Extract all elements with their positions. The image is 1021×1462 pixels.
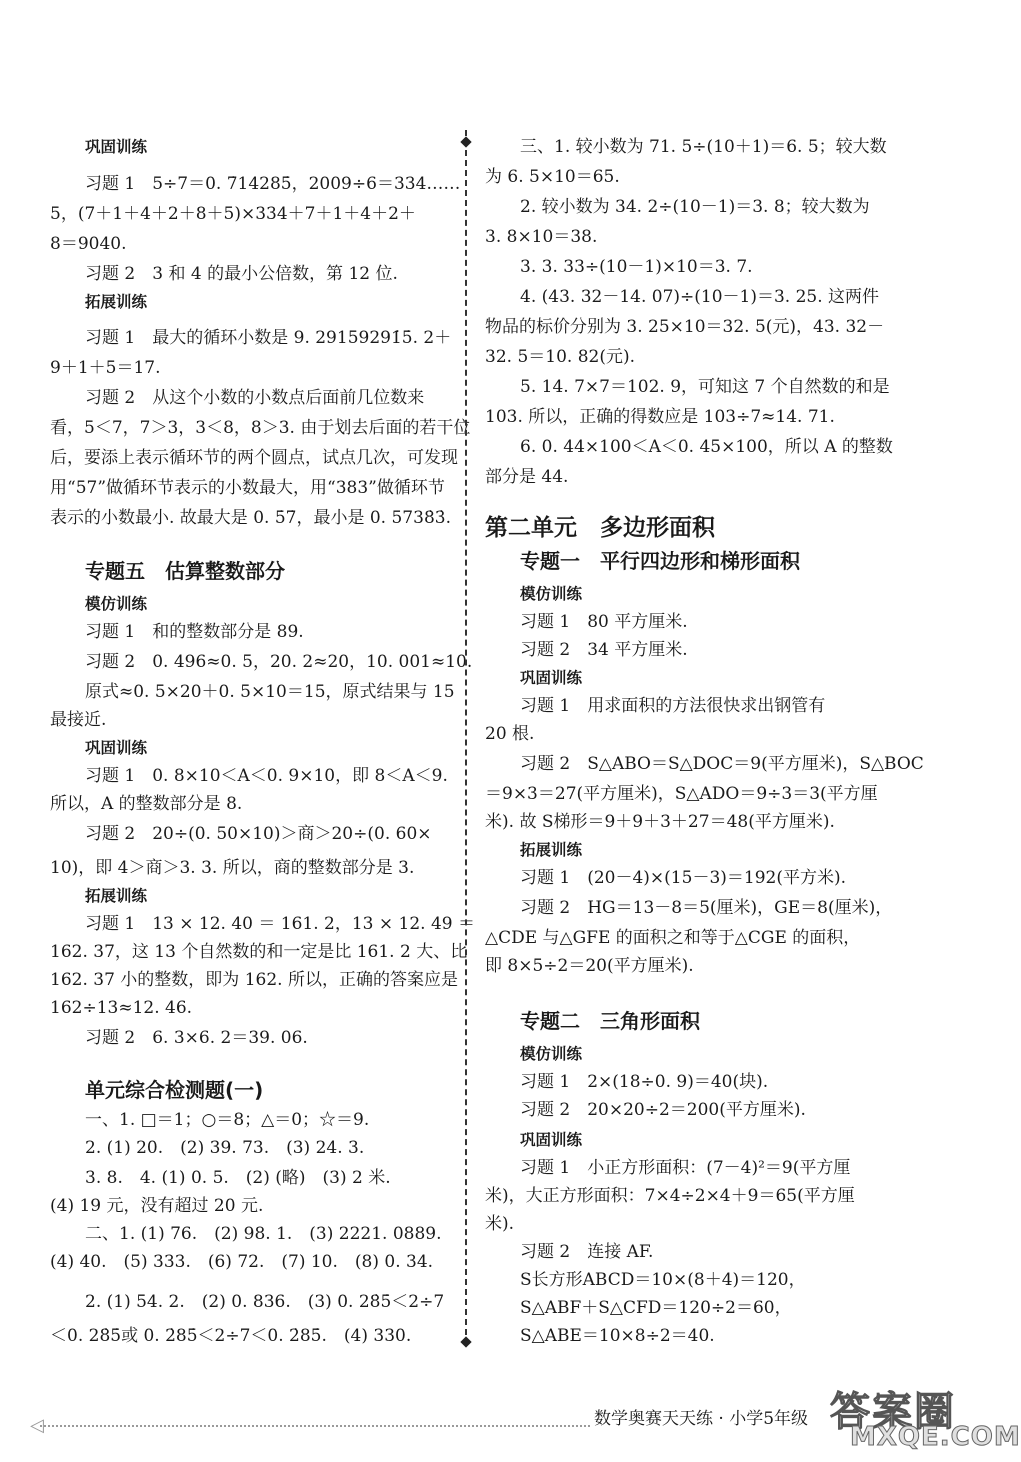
- text-line: 习题 1 80 平方厘米.: [520, 612, 688, 632]
- text-line: S长方形ABCD＝10×(8＋4)＝120，: [520, 1270, 806, 1290]
- text-line: 3. 8×10＝38.: [485, 227, 598, 247]
- section-heading: 模仿训练: [520, 1045, 583, 1063]
- text-line: 米)，大正方形面积：7×4÷2×4＋9＝65(平方厘: [485, 1186, 855, 1206]
- text-line: 习题 1 (20－4)×(15－3)＝192(平方米).: [520, 868, 847, 888]
- topic-heading: 专题一 平行四边形和梯形面积: [520, 549, 800, 573]
- topic-heading: 专题二 三角形面积: [520, 1009, 700, 1033]
- text-line: 6. 0. 44×100＜A＜0. 45×100，所以 A 的整数: [520, 437, 893, 457]
- text-line: 习题 1 和的整数部分是 89.: [85, 622, 304, 642]
- topic-heading: 专题五 估算整数部分: [85, 559, 285, 583]
- text-line: 习题 2 20÷(0. 50×10)＞商＞20÷(0. 60×: [85, 824, 432, 844]
- text-line: 习题 2 34 平方厘米.: [520, 640, 688, 660]
- text-line: 物品的标价分别为 3. 25×10＝32. 5(元)，43. 32－: [485, 317, 885, 337]
- topic-heading: 单元综合检测题(一): [85, 1078, 264, 1102]
- text-line: 习题 2 0. 496≈0. 5，20. 2≈20，10. 001≈10.: [85, 652, 473, 672]
- text-line: 后，要添上表示循环节的两个圆点，试点几次，可发现: [50, 448, 458, 468]
- section-heading: 拓展训练: [520, 841, 583, 859]
- text-line: 习题 1 5÷7＝0. 7̇14285̇，2009÷6＝334……: [85, 174, 461, 194]
- watermark-top-text: 答案圈: [830, 1389, 956, 1435]
- text-line: 10)，即 4＞商＞3. 3. 所以，商的整数部分是 3.: [50, 858, 415, 878]
- text-line: 习题 1 小正方形面积：(7－4)²＝9(平方厘: [520, 1158, 851, 1178]
- page-footer: 数学奥赛天天练 · 小学5年级: [594, 1409, 809, 1429]
- text-line: 2. 较小数为 34. 2÷(10－1)＝3. 8；较大数为: [520, 197, 870, 217]
- text-line: 4. (43. 32－14. 07)÷(10－1)＝3. 25. 这两件: [520, 287, 880, 307]
- text-line: 5. 14. 7×7＝102. 9，可知这 7 个自然数的和是: [520, 377, 890, 397]
- text-line: 部分是 44.: [485, 467, 569, 487]
- text-line: 习题 2 连接 AF.: [520, 1242, 654, 1262]
- text-line: 一、1. □＝1；○＝8；△＝0；☆＝9.: [85, 1110, 370, 1130]
- watermark-logo: [830, 1380, 1021, 1455]
- text-line: 最接近.: [50, 710, 107, 730]
- separator-diamond: [460, 1336, 471, 1347]
- bottom-arrow-icon: ◁: [30, 1415, 44, 1436]
- text-line: 3. 8. 4. (1) 0. 5. (2) (略) (3) 2 米.: [85, 1168, 391, 1188]
- section-heading: 模仿训练: [85, 595, 148, 613]
- text-line: 米). 故 S梯形＝9＋9＋3＋27＝48(平方厘米).: [485, 812, 835, 832]
- text-line: 5，(7＋1＋4＋2＋8＋5)×334＋7＋1＋4＋2＋: [50, 204, 416, 224]
- bottom-dotted-rule: [40, 1425, 590, 1427]
- text-line: 看，5＜7，7＞3，3＜8，8＞3. 由于划去后面的若干位: [50, 418, 471, 438]
- text-line: 32. 5＝10. 82(元).: [485, 347, 635, 367]
- text-line: S△ABF＋S△CFD＝120÷2＝60，: [520, 1298, 792, 1318]
- section-heading: 巩固训练: [520, 669, 583, 687]
- text-line: 20 根.: [485, 724, 535, 744]
- text-line: (4) 19 元，没有超过 20 元.: [50, 1196, 264, 1216]
- text-line: 2. (1) 54. 2. (2) 0. 836. (3) 0. 28̇5̇＜2÷7: [85, 1292, 445, 1312]
- text-line: 所以，A 的整数部分是 8.: [50, 794, 243, 814]
- section-heading: 拓展训练: [85, 887, 148, 905]
- text-line: 习题 1 最大的循环小数是 9. 29159291̇5̇. 2＋: [85, 328, 452, 348]
- text-line: 为 6. 5×10＝65.: [485, 167, 620, 187]
- text-line: 习题 2 3 和 4 的最小公倍数，第 12 位.: [85, 264, 398, 284]
- text-line: 162. 37 小的整数，即为 162. 所以，正确的答案应是: [50, 970, 458, 990]
- text-line: ＝9×3＝27(平方厘米)，S△ADO＝9÷3＝3(平方厘: [485, 784, 878, 804]
- text-line: 习题 1 13 × 12. 40 ＝ 161. 2，13 × 12. 49 ＝: [85, 914, 476, 934]
- text-line: 原式≈0. 5×20＋0. 5×10＝15，原式结果与 15: [85, 682, 455, 702]
- text-line: S△ABE＝10×8÷2＝40.: [520, 1326, 715, 1346]
- text-line: 9＋1＋5＝17.: [50, 358, 161, 378]
- text-line: 三、1. 较小数为 71. 5÷(10＋1)＝6. 5；较大数: [520, 137, 887, 157]
- text-line: 表示的小数最小. 故最大是 0. 5̇7̇，最小是 0. 5738̇3̇.: [50, 508, 451, 528]
- separator-diamond: [460, 136, 471, 147]
- text-line: 103. 所以，正确的得数应是 103÷7≈14. 71.: [485, 407, 835, 427]
- text-line: 二、1. (1) 76. (2) 98. 1. (3) 2221. 0889.: [85, 1224, 442, 1244]
- column-separator: [465, 130, 467, 1345]
- text-line: 习题 1 用求面积的方法很快求出钢管有: [520, 696, 826, 716]
- text-line: 习题 2 6. 3×6. 2＝39. 06.: [85, 1028, 308, 1048]
- text-line: 习题 2 HG＝13－8＝5(厘米)，GE＝8(厘米)，: [520, 898, 893, 918]
- text-line: 习题 2 S△ABO＝S△DOC＝9(平方厘米)，S△BOC: [520, 754, 924, 774]
- text-line: ＜0. 28̇5̇或 0. 2̇85̇＜2÷7＜0. 2̇85̇. (4) 330.: [50, 1326, 412, 1346]
- text-line: (4) 40. (5) 333. (6) 72. (7) 10. (8) 0. 34.: [50, 1252, 434, 1272]
- text-line: 8＝9040.: [50, 234, 127, 254]
- text-line: 习题 1 2×(18÷0. 9)＝40(块).: [520, 1072, 769, 1092]
- section-heading: 拓展训练: [85, 293, 148, 311]
- section-heading: 巩固训练: [85, 739, 148, 757]
- section-heading: 模仿训练: [520, 585, 583, 603]
- text-line: 162÷13≈12. 46.: [50, 998, 193, 1018]
- watermark-bottom-text: MXQE.COM: [850, 1422, 1021, 1452]
- unit-heading: 第二单元 多边形面积: [485, 515, 715, 541]
- text-line: 162. 37，这 13 个自然数的和一定是比 161. 2 大、比: [50, 942, 468, 962]
- section-heading: 巩固训练: [85, 138, 148, 156]
- text-line: 即 8×5÷2＝20(平方厘米).: [485, 956, 694, 976]
- text-line: 习题 1 0. 8×10＜A＜0. 9×10，即 8＜A＜9.: [85, 766, 448, 786]
- text-line: 米).: [485, 1214, 515, 1234]
- text-line: 习题 2 从这个小数的小数点后面前几位数来: [85, 388, 425, 408]
- text-line: △CDE 与△GFE 的面积之和等于△CGE 的面积，: [485, 928, 861, 948]
- text-line: 习题 2 20×20÷2＝200(平方厘米).: [520, 1100, 806, 1120]
- text-line: 3. 3. 33÷(10－1)×10＝3. 7.: [520, 257, 753, 277]
- section-heading: 巩固训练: [520, 1131, 583, 1149]
- text-line: 2. (1) 20. (2) 39. 73. (3) 24. 3.: [85, 1138, 365, 1158]
- text-line: 用“57”做循环节表示的小数最大，用“383”做循环节: [50, 478, 445, 498]
